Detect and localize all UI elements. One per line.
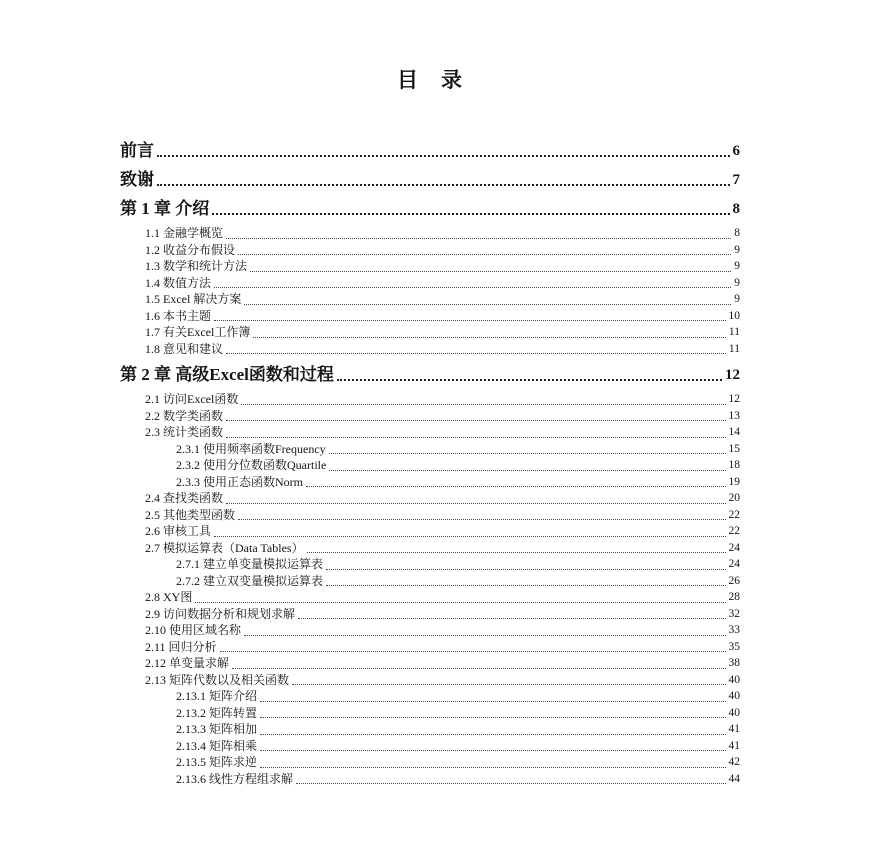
toc-entry	[120, 140, 740, 162]
toc-entry-label: 1.4 数值方法	[145, 275, 212, 290]
toc-entry-label: 1.7 有关Excel工作簿	[145, 325, 251, 339]
toc-entry-page: 9	[734, 243, 740, 256]
toc-entry-page: 7	[732, 172, 740, 188]
dot-leader	[329, 457, 725, 471]
dot-leader	[214, 275, 731, 289]
toc-entry	[120, 606, 740, 623]
toc-entry-page: 42	[728, 756, 740, 768]
toc-entry-label: 2.13.1 矩阵介绍	[176, 689, 258, 703]
toc-entry	[120, 622, 740, 639]
toc-entry	[120, 457, 740, 474]
dot-leader	[195, 589, 725, 603]
toc-entry-page: 28	[728, 591, 740, 603]
toc-entry	[120, 705, 740, 722]
dot-leader	[241, 391, 725, 405]
toc-entry-page: 10	[728, 309, 740, 322]
toc-entry-label: 2.9 访问数据分析和规划求解	[145, 606, 296, 621]
toc-entry-label: 1.3 数学和统计方法	[145, 259, 248, 273]
dot-leader	[214, 523, 725, 537]
dot-leader	[260, 738, 725, 752]
toc-entry-page: 38	[728, 657, 740, 669]
toc-entry-page: 13	[728, 409, 740, 422]
toc-entry-page: 19	[728, 475, 740, 488]
toc-entry-page: 35	[728, 640, 740, 653]
toc-entry	[120, 308, 740, 325]
toc-entry	[120, 441, 740, 458]
toc-entry-label: 2.12 单变量求解	[145, 656, 230, 670]
toc-entry	[120, 424, 740, 441]
toc-entry	[120, 523, 740, 540]
toc-entry	[120, 573, 740, 590]
dot-leader	[226, 490, 725, 504]
toc-entry-page: 9	[734, 260, 740, 272]
toc-entry-label: 2.13.6 线性方程组求解	[176, 771, 294, 786]
toc-entry-label: 第 2 章 高级Excel函数和过程	[120, 365, 334, 384]
toc-entry-page: 24	[728, 541, 740, 554]
toc-entry-page: 40	[728, 673, 740, 686]
toc-entry	[120, 291, 740, 308]
toc-entry-label: 前言	[120, 141, 154, 160]
dot-leader	[307, 540, 726, 554]
toc-entry-label: 2.11 回归分析	[145, 639, 217, 654]
toc-entry-page: 12	[725, 367, 740, 383]
toc-entry-page: 44	[728, 772, 740, 785]
toc-entry	[120, 391, 740, 408]
toc-entry-label: 2.13.2 矩阵转置	[176, 705, 258, 720]
dot-leader	[326, 556, 725, 570]
toc-entry-label: 2.7 模拟运算表（Data Tables）	[145, 540, 304, 555]
dot-leader	[260, 721, 725, 735]
toc-entry	[120, 688, 740, 705]
toc-entry-page: 14	[728, 426, 740, 438]
toc-entry-page: 33	[728, 624, 740, 636]
dot-leader	[226, 408, 725, 422]
toc-entry-label: 2.7.1 建立单变量模拟运算表	[176, 557, 324, 571]
toc-entry-label: 2.10 使用区域名称	[145, 623, 242, 637]
dot-leader	[306, 474, 726, 488]
dot-leader	[298, 606, 725, 620]
toc-entry-label: 2.6 审核工具	[145, 524, 212, 538]
toc-entry	[120, 225, 740, 242]
toc-entry-label: 1.5 Excel 解决方案	[145, 292, 242, 306]
toc-entry	[120, 738, 740, 755]
toc-entry-label: 2.13.3 矩阵相加	[176, 722, 258, 736]
dot-leader	[238, 507, 725, 521]
dot-leader	[157, 169, 730, 186]
toc-entry-page: 40	[728, 706, 740, 719]
toc-entry	[120, 655, 740, 672]
dot-leader	[296, 771, 725, 785]
toc-entry	[120, 341, 740, 358]
toc-entry-label: 2.13.5 矩阵求逆	[176, 755, 258, 769]
toc-list	[120, 140, 740, 787]
toc-entry	[120, 258, 740, 275]
toc-entry	[120, 556, 740, 573]
dot-leader	[250, 258, 731, 272]
toc-entry-label: 1.2 收益分布假设	[145, 242, 236, 257]
dot-leader	[232, 655, 725, 669]
dot-leader	[253, 324, 726, 338]
toc-entry-page: 41	[728, 723, 740, 735]
toc-entry-label: 致谢	[120, 170, 154, 189]
dot-leader	[244, 622, 725, 636]
page-title: 目 录	[397, 68, 463, 92]
toc-entry-page: 26	[728, 574, 740, 587]
toc-entry-label: 2.3 统计类函数	[145, 425, 224, 439]
toc-entry-page: 9	[734, 276, 740, 289]
dot-leader	[326, 573, 725, 587]
dot-leader	[226, 424, 725, 438]
toc-entry-page: 12	[728, 393, 740, 405]
toc-entry-page: 9	[734, 293, 740, 305]
toc-entry-page: 41	[728, 739, 740, 752]
toc-entry	[120, 474, 740, 491]
toc-entry	[120, 507, 740, 524]
dot-leader	[337, 364, 722, 381]
toc-entry-label: 2.8 XY图	[145, 590, 193, 604]
dot-leader	[220, 639, 726, 653]
dot-leader	[226, 225, 731, 239]
toc-entry-page: 22	[728, 508, 740, 521]
toc-entry-label: 2.7.2 建立双变量模拟运算表	[176, 573, 324, 588]
toc-entry-label: 2.5 其他类型函数	[145, 507, 236, 522]
toc-entry-page: 32	[728, 607, 740, 620]
toc-entry-page: 8	[734, 227, 740, 239]
dot-leader	[292, 672, 725, 686]
toc-entry-page: 22	[728, 525, 740, 537]
toc-entry-label: 第 1 章 介绍	[120, 199, 210, 218]
toc-entry	[120, 275, 740, 292]
dot-leader	[238, 242, 731, 256]
toc-entry-label: 2.1 访问Excel函数	[145, 392, 239, 406]
toc-entry-label: 2.13.4 矩阵相乘	[176, 738, 258, 753]
toc-entry-label: 2.3.3 使用正态函数Norm	[176, 474, 303, 489]
toc-entry-page: 20	[728, 492, 740, 504]
toc-entry	[120, 242, 740, 259]
toc-entry-label: 2.4 查找类函数	[145, 491, 224, 505]
toc-entry-label: 2.3.1 使用频率函数Frequency	[176, 441, 326, 456]
toc-entry-label: 1.8 意见和建议	[145, 341, 224, 356]
toc-entry	[120, 169, 740, 191]
toc-entry-label: 2.3.2 使用分位数函数Quartile	[176, 458, 327, 472]
toc-entry-page: 40	[728, 690, 740, 702]
toc-entry	[120, 364, 740, 386]
dot-leader	[226, 341, 726, 355]
dot-leader	[214, 308, 725, 322]
dot-leader	[212, 198, 729, 215]
toc-entry-page: 18	[728, 459, 740, 471]
toc-entry	[120, 408, 740, 425]
toc-entry	[120, 490, 740, 507]
toc-entry-label: 1.6 本书主题	[145, 308, 212, 323]
toc-entry-page: 8	[732, 201, 740, 217]
toc-entry-page: 6	[732, 143, 740, 159]
toc-entry	[120, 754, 740, 771]
toc-entry	[120, 639, 740, 656]
toc-entry	[120, 672, 740, 689]
toc-entry-label: 2.13 矩阵代数以及相关函数	[145, 672, 290, 687]
toc-entry-label: 1.1 金融学概览	[145, 226, 224, 240]
toc-entry-page: 11	[728, 342, 740, 355]
toc-entry-page: 11	[728, 326, 740, 338]
dot-leader	[157, 140, 730, 157]
toc-entry	[120, 589, 740, 606]
toc-entry	[120, 324, 740, 341]
toc-entry	[120, 721, 740, 738]
toc-entry-page: 15	[728, 442, 740, 455]
dot-leader	[260, 754, 725, 768]
dot-leader	[260, 688, 725, 702]
dot-leader	[260, 705, 725, 719]
toc-entry-label: 2.2 数学类函数	[145, 408, 224, 423]
dot-leader	[244, 291, 731, 305]
toc-entry	[120, 540, 740, 557]
toc-entry	[120, 771, 740, 788]
toc-entry-page: 24	[728, 558, 740, 570]
dot-leader	[329, 441, 726, 455]
toc-entry	[120, 198, 740, 220]
